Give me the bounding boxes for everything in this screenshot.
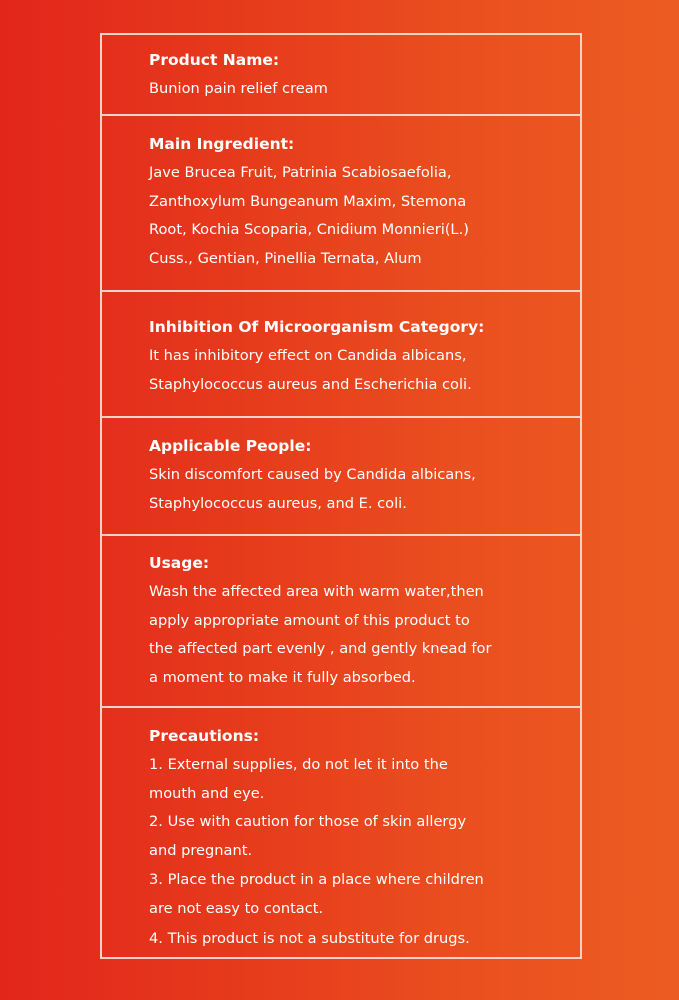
applicable-people-section <box>102 418 580 536</box>
usage-section <box>102 536 580 708</box>
usage-line: Wash the affected area with warm water,then <box>149 583 484 600</box>
info-panel <box>100 33 582 959</box>
usage-line: apply appropriate amount of this product to <box>149 611 470 629</box>
precaution-line: mouth and eye. <box>149 784 265 802</box>
people-line: Staphylococcus aureus, and E. coli. <box>149 494 407 512</box>
inhibition-line: Staphylococcus aureus and Escherichia coli. <box>149 375 472 393</box>
section-title: Usage: <box>149 554 210 572</box>
section-title: Main Ingredient: <box>149 135 295 153</box>
product-name-section <box>102 35 580 116</box>
precaution-line: 1. External supplies, do not let it into the <box>149 756 448 773</box>
usage-line: a moment to make it fully absorbed. <box>149 668 416 686</box>
main-ingredient-section <box>102 116 580 292</box>
usage-line: the affected part evenly , and gently knead for <box>149 640 492 657</box>
section-title: Inhibition Of Microorganism Category: <box>149 318 485 336</box>
ingredient-line: Jave Brucea Fruit, Patrinia Scabiosaefolia, <box>149 164 452 181</box>
product-name-value: Bunion pain relief cream <box>149 80 328 97</box>
people-line: Skin discomfort caused by Candida albicans, <box>149 466 476 483</box>
inhibition-section <box>102 292 580 418</box>
precaution-line: are not easy to contact. <box>149 899 324 917</box>
ingredient-line: Root, Kochia Scoparia, Cnidium Monnieri(L.) <box>149 221 469 238</box>
ingredient-line: Cuss., Gentian, Pinellia Ternata, Alum <box>149 249 422 267</box>
precaution-line: 3. Place the product in a place where children <box>149 870 484 888</box>
inhibition-line: It has inhibitory effect on Candida albicans, <box>149 347 467 364</box>
precautions-section <box>102 708 580 957</box>
section-title: Applicable People: <box>149 437 312 455</box>
ingredient-line: Zanthoxylum Bungeanum Maxim, Stemona <box>149 192 467 210</box>
section-title: Product Name: <box>149 51 280 69</box>
section-title: Precautions: <box>149 727 260 745</box>
precaution-line: 2. Use with caution for those of skin allergy <box>149 813 467 831</box>
precaution-line: and pregnant. <box>149 842 253 860</box>
precaution-line: 4. This product is not a substitute for drugs. <box>149 930 470 948</box>
